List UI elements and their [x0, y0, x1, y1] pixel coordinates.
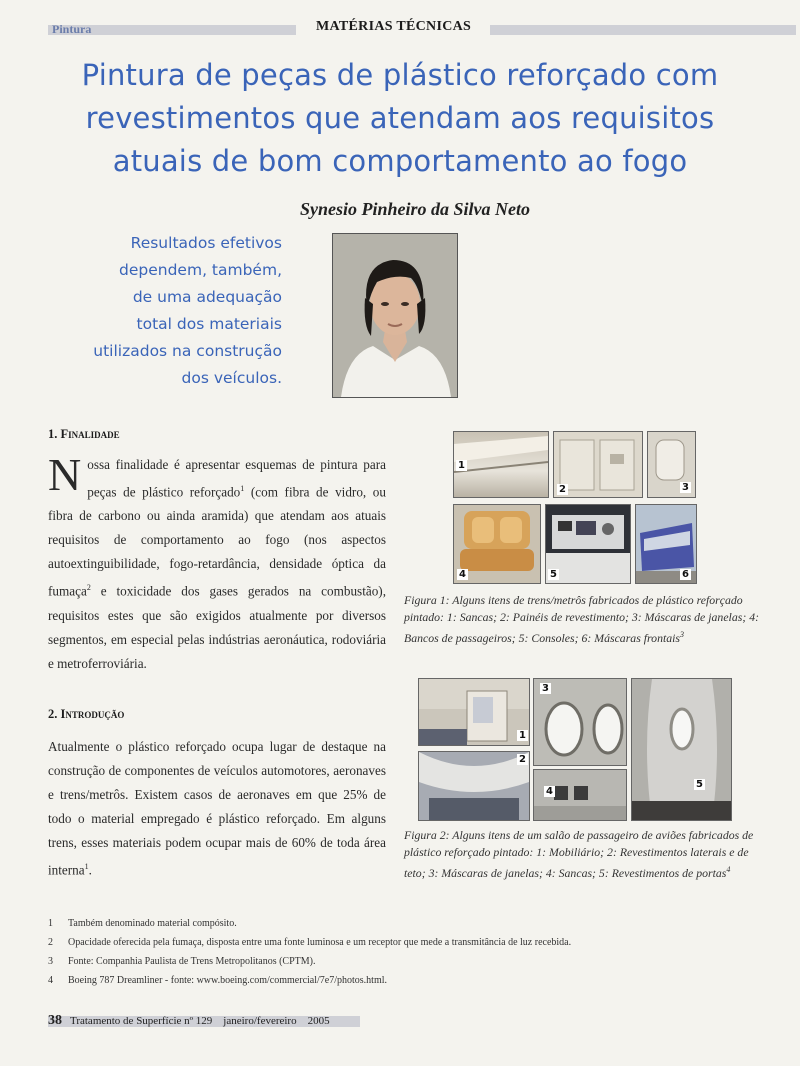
figure2-photo-1 [418, 678, 530, 746]
footnote-ref: 2 [86, 583, 91, 593]
article-title [40, 54, 760, 183]
figure-label: 5 [550, 569, 557, 580]
figure-label: 6 [682, 569, 689, 580]
title-line: Pintura de peças de plástico reforçado com [81, 58, 719, 92]
section-label: Pintura [52, 22, 92, 36]
footnote-text: Opacidade oferecida pela fumaça, disposta entre uma fonte luminosa e um receptor que mede a transmitância de luz recebida. [68, 937, 572, 948]
footer-publication: Tratamento de Superfície nº 129 janeiro/fevereiro 2005 [70, 1015, 330, 1027]
footnote-ref: 1 [240, 484, 245, 493]
body-text: ossa finalidade é apresentar esquemas de pintura para peças de plástico reforçado [87, 457, 386, 500]
title-line: atuais de bom comportamento ao fogo [112, 144, 688, 178]
figure1-photo-6 [635, 504, 697, 584]
title-line: revestimentos que atendam aos requisitos [85, 101, 715, 135]
footnote-ref: 3 [680, 630, 685, 639]
pull-quote-line: de uma adequação [132, 288, 282, 306]
footnote-number: 3 [48, 956, 53, 967]
figure2-photo-4 [533, 769, 627, 821]
body-text: Atualmente o plástico reforçado ocupa lugar de destaque na construção de componentes de veículos automotores, aeronaves e trens/metrôs. Existem casos de aeronaves em que 25% de todo o material empregado é plástico reforçado. Em alguns trens, esses materiais podem ocupar mais de 60% de toda área interna [48, 739, 386, 878]
pull-quote [60, 230, 282, 392]
footnote-text: Também denominado material compósito. [68, 918, 237, 929]
footnote-text: Fonte: Companhia Paulista de Trens Metropolitanos (CPTM). [68, 956, 316, 967]
footnote-1 [48, 918, 237, 929]
body-text: e toxicidade dos gases gerados na combustão), requisitos estes que são exigidos atualmente por diversos segmentos, em especial pelas indústrias aeronáutica, rodoviária e metroferroviária. [48, 583, 386, 671]
body-text: (com fibra de vidro, ou fibra de carbono ou ainda aramida) que atendam aos atuais requisitos de comportamento ao fogo (nos aspectos autoextinguibilidade, fogo-retardância, densidade óptica da fumaça [48, 484, 386, 599]
footnote-2 [48, 937, 571, 948]
figure-label: 1 [458, 460, 465, 471]
figure-label: 2 [559, 484, 566, 495]
figure2-caption [404, 827, 770, 882]
footnote-number: 2 [48, 937, 53, 948]
drop-cap: N [48, 449, 82, 500]
figure-label: 3 [682, 482, 689, 493]
figure2-photo-3 [533, 678, 627, 766]
figure-label: 4 [459, 569, 466, 580]
section-heading-finalidade: 1. Finalidade [48, 427, 120, 441]
body-text: . [88, 862, 92, 878]
footnote-number: 4 [48, 975, 53, 986]
footnote-ref: 4 [726, 865, 731, 874]
pull-quote-line: total dos materiais [136, 315, 282, 333]
figure1-photo-4 [453, 504, 541, 584]
figure-label: 1 [519, 730, 526, 741]
author-name: Synesio Pinheiro da Silva Neto [299, 199, 530, 219]
pull-quote-line: utilizados na construção [93, 342, 282, 360]
figure1-photo-3 [647, 431, 696, 498]
header-rule-right [490, 25, 796, 35]
pull-quote-line: dos veículos. [181, 369, 282, 387]
pull-quote-line: Resultados efetivos [130, 234, 282, 252]
figure1-caption [404, 592, 770, 647]
caption-text: Figura 1: Alguns itens de trens/metrôs fabricados de plástico reforçado pintado: 1: Sancas; 2: Painéis de revestimento; 3: Máscaras de janelas; 4: Bancos de passageiros; 5: Consoles; 6: Máscaras frontais [404, 593, 760, 645]
figure-label: 3 [542, 683, 549, 694]
footnote-4 [48, 975, 387, 986]
figure-label: 5 [696, 779, 703, 790]
page-number: 38 [48, 1013, 62, 1028]
figure2-photo-2 [418, 751, 530, 821]
author-photo [332, 233, 458, 398]
footnote-text: Boeing 787 Dreamliner - fonte: www.boeing.com/commercial/7e7/photos.html. [68, 975, 387, 986]
footnote-number: 1 [48, 918, 53, 929]
figure1-photo-2 [553, 431, 643, 498]
page-footer [48, 1013, 330, 1029]
figure1-photo-5 [545, 504, 631, 584]
figure-label: 4 [546, 786, 553, 797]
footnote-ref: 1 [84, 862, 89, 871]
caption-text: Figura 2: Alguns itens de um salão de passageiro de aviões fabricados de plástico reforçado pintado: 1: Mobiliário; 2: Revestimentos laterais e de teto; 3: Máscaras de janelas; 4: Sancas; 5: Revestimentos de portas [404, 828, 754, 880]
figure-label: 2 [519, 754, 526, 765]
figure2-photo-5 [631, 678, 732, 821]
section-body-finalidade [48, 449, 386, 676]
header-title: MATÉRIAS TÉCNICAS [316, 19, 472, 34]
figure1-photo-1 [453, 431, 549, 498]
footnote-3 [48, 956, 316, 967]
section-heading-introducao: 2. Introdução [48, 707, 125, 721]
section-body-introducao [48, 735, 386, 882]
pull-quote-line: dependem, também, [119, 261, 282, 279]
